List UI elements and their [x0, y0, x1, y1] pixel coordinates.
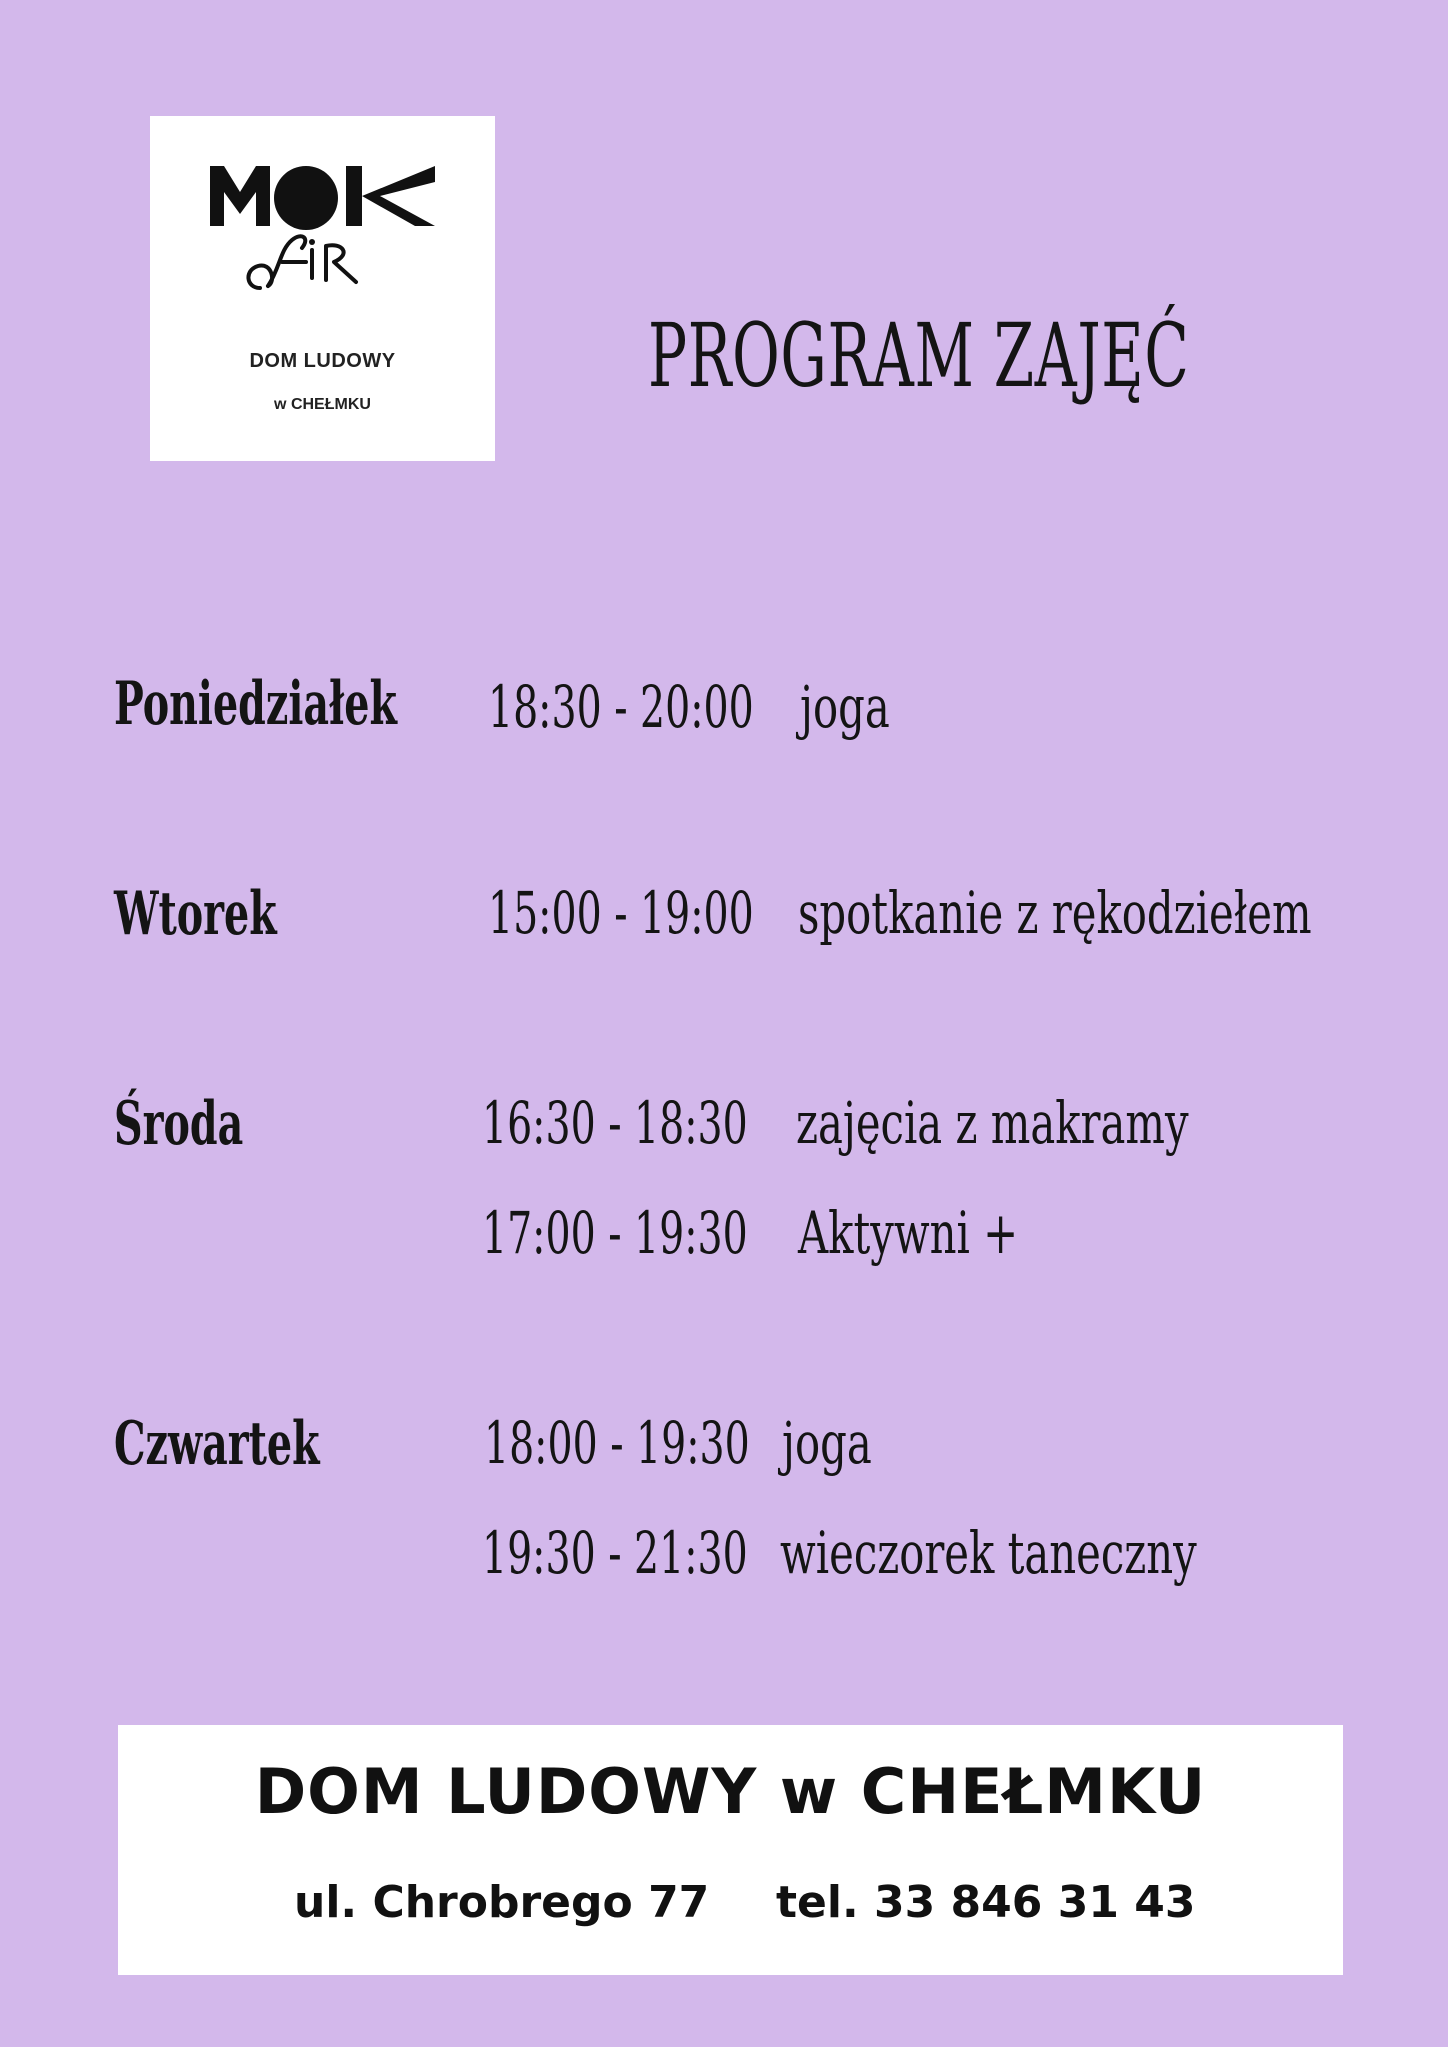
session-activity: wieczorek taneczny: [780, 1519, 1197, 1587]
session-activity: zajęcia z makramy: [796, 1089, 1189, 1157]
session-time: 15:00 - 19:00: [488, 879, 754, 947]
footer-address: ul. Chrobrego 77: [294, 1877, 710, 1928]
logo-text-line2: w CHEŁMKU: [274, 396, 371, 413]
footer-name: DOM LUDOWY w CHEŁMKU: [254, 1755, 1207, 1828]
mok-logo-icon: [210, 158, 435, 298]
session-activity: spotkanie z rękodziełem: [798, 879, 1312, 947]
session-time: 18:00 - 19:30: [484, 1409, 750, 1477]
session-time: 19:30 - 21:30: [482, 1519, 748, 1587]
logo: [150, 116, 495, 461]
page-title: PROGRAM ZAJĘĆ: [648, 304, 1190, 407]
session-activity: joga: [800, 673, 890, 741]
day-monday: Poniedziałek: [114, 669, 397, 739]
day-thursday: Czwartek: [114, 1409, 320, 1479]
session-time: 18:30 - 20:00: [488, 673, 754, 741]
day-wednesday: Środa: [114, 1089, 244, 1159]
session-activity: joga: [782, 1409, 872, 1477]
footer-phone: tel. 33 846 31 43: [776, 1877, 1196, 1928]
footer: [118, 1725, 1343, 1975]
logo-text-line1: DOM LUDOWY: [249, 350, 396, 372]
session-activity: Aktywni +: [798, 1199, 1019, 1267]
session-time: 16:30 - 18:30: [482, 1089, 748, 1157]
day-tuesday: Wtorek: [114, 879, 277, 949]
session-time: 17:00 - 19:30: [482, 1199, 748, 1267]
